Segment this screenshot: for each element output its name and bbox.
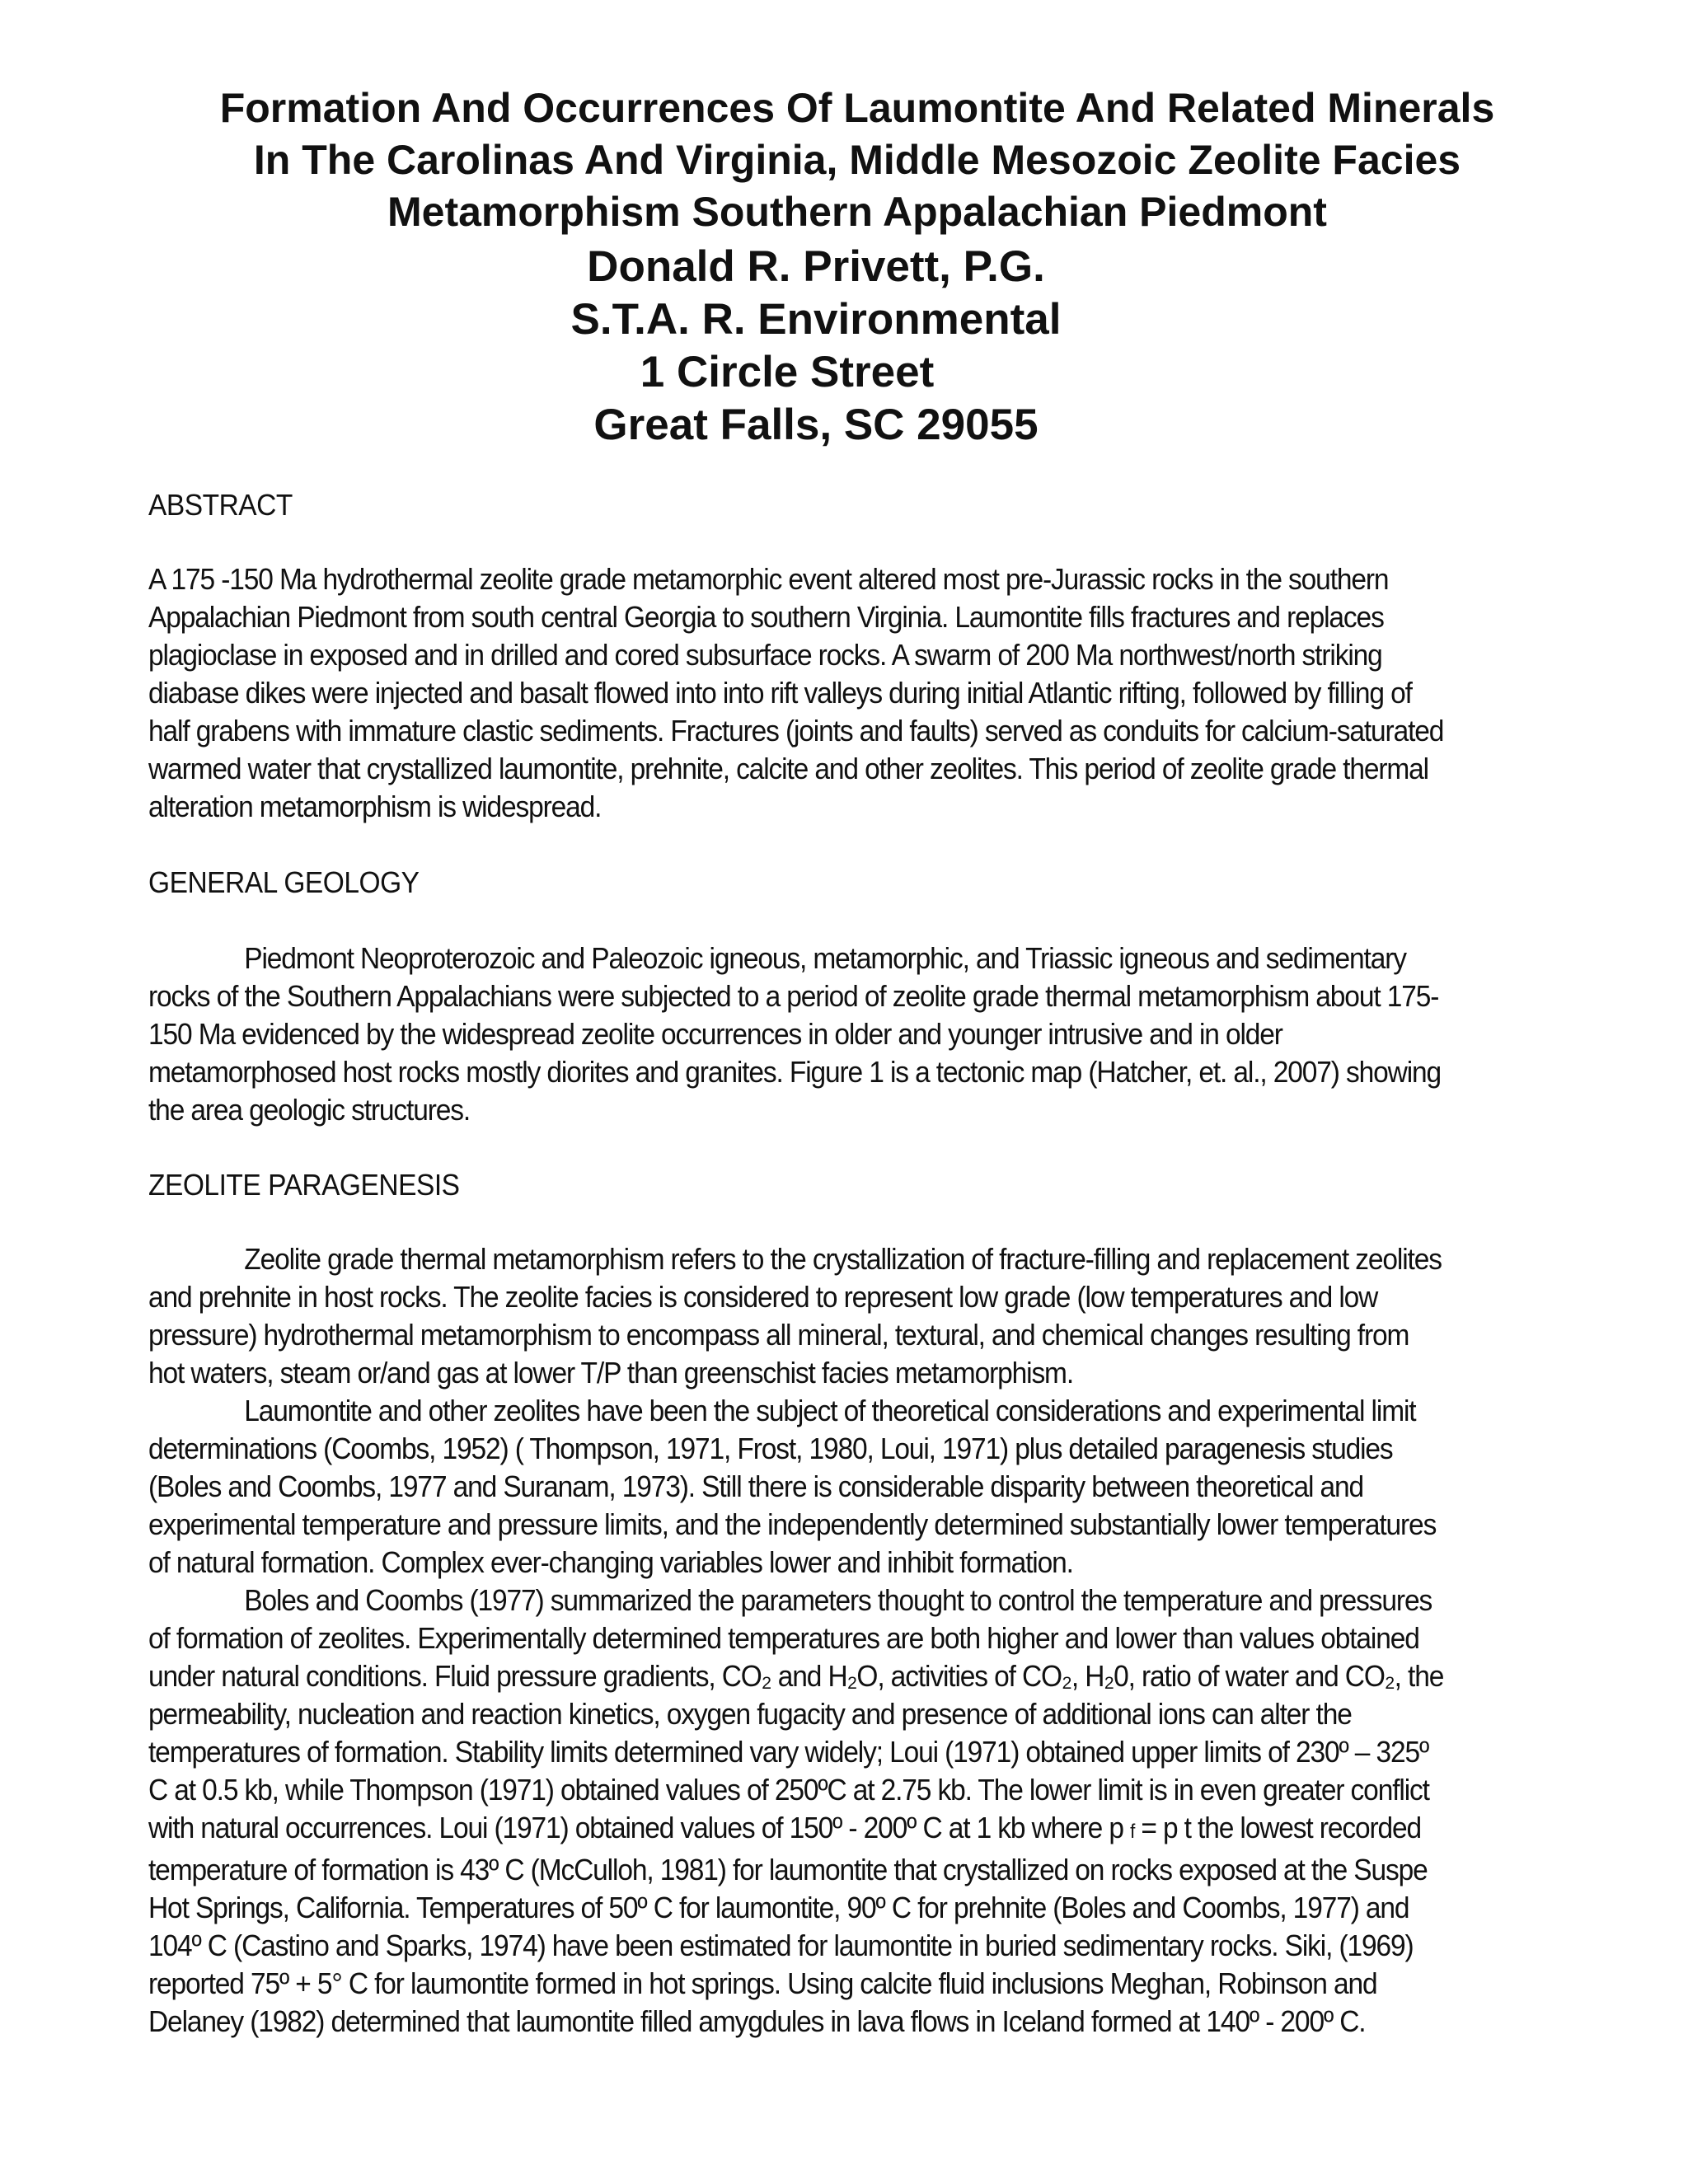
abstract-heading: ABSTRACT <box>148 488 293 522</box>
general-geology-heading: GENERAL GEOLOGY <box>148 865 420 899</box>
author-name: Donald R. Privett, P.G. <box>587 242 1045 291</box>
paragenesis-paragraph-3 <box>148 1582 1447 2041</box>
paragenesis-paragraph-3-part-b: = p t the lowest recorded temperature of formation is 43º C (McCulloh, 1981) for laumontite that crystallized on rocks exposed at the Suspe Hot Springs, California. Temperatures of 50º C for laumontite, 90º C for prehnite (Boles and Coombs, 1977) and 104º C (Castino and Sparks, 1974) have been estimated for laumontite in buried sedimentary rocks. Siki, (1969) reported 75º + 5° C for laumontite formed in hot springs. Using calcite fluid inclusions Meghan, Robinson and Delaney (1982) determined that laumontite filled amygdules in lava flows in Iceland formed at 140º - 200º C. <box>148 1811 1428 2038</box>
paragenesis-paragraph-1: Zeolite grade thermal metamorphism refers to the crystallization of fracture-filling and replacement zeolites and prehnite in host rocks. The zeolite facies is considered to represent low grade (low temperatures and low pressure) hydrothermal metamorphism to encompass all mineral, textural, and chemical changes resulting from hot waters, steam or/and gas at lower T/P than greenschist facies metamorphism. <box>148 1242 1442 1390</box>
zeolite-paragenesis-body <box>148 1240 1447 2041</box>
title-line: In The Carolinas And Virginia, Middle Mesozoic Zeolite Facies <box>253 137 1461 183</box>
paper-title <box>124 82 1591 238</box>
title-line: Formation And Occurrences Of Laumontite And Related Minerals <box>219 85 1495 131</box>
title-line: Metamorphism Southern Appalachian Piedmont <box>387 189 1327 235</box>
pressure-subscript: f <box>1130 1821 1135 1843</box>
general-geology-body <box>148 940 1447 1129</box>
author-block <box>445 241 1187 452</box>
general-geology-paragraph: Piedmont Neoproterozoic and Paleozoic igneous, metamorphic, and Triassic igneous and sedimentary rocks of the Southern Appalachians were subjected to a period of zeolite grade thermal metamorphism about 175-150 Ma evidenced by the widespread zeolite occurrences in older and younger intrusive and in older metamorphosed host rocks mostly diorites and granites. Figure 1 is a tectonic map (Hatcher, et. al., 2007) showing the area geologic structures. <box>148 941 1442 1127</box>
author-organization: S.T.A. R. Environmental <box>570 295 1062 344</box>
author-street: 1 Circle Street <box>640 348 935 396</box>
paragenesis-paragraph-3-part-a: Boles and Coombs (1977) summarized the parameters thought to control the temperature and pressures of formation of zeolites. Experimentally determined temperatures are both higher and lower than values obtained under natural conditions. Fluid pressure gradients, CO₂ and H₂O, activities of CO₂, H₂0, ratio of water and CO₂, the permeability, nucleation and reaction kinetics, oxygen fugacity and presence of additional ions can alter the temperatures of formation. Stability limits determined vary widely; Loui (1971) obtained upper limits of 230º – 325º C at 0.5 kb, while Thompson (1971) obtained values of 250ºC at 2.75 kb. The lower limit is in even greater conflict with natural occurrences. Loui (1971) obtained values of 150º - 200º C at 1 kb where p <box>148 1583 1444 1844</box>
abstract-paragraph: A 175 -150 Ma hydrothermal zeolite grade metamorphic event altered most pre-Jurassic rocks in the southern Appalachian Piedmont from south central Georgia to southern Virginia. Laumontite fills fractures and replaces plagioclase in exposed and in drilled and cored subsurface rocks. A swarm of 200 Ma northwest/north striking diabase dikes were injected and basalt flowed into into rift valleys during initial Atlantic rifting, followed by filling of half grabens with immature clastic sediments. Fractures (joints and faults) served as conduits for calcium-saturated warmed water that crystallized laumontite, prehnite, calcite and other zeolites. This period of zeolite grade thermal alteration metamorphism is widespread. <box>148 562 1444 823</box>
paragenesis-paragraph-2: Laumontite and other zeolites have been the subject of theoretical considerations and experimental limit determinations (Coombs, 1952) ( Thompson, 1971, Frost, 1980, Loui, 1971) plus detailed paragenesis studies (Boles and Coombs, 1977 and Suranam, 1973). Still there is considerable disparity between theoretical and experimental temperature and pressure limits, and the independently determined substantially lower temperatures of natural formation. Complex ever-changing variables lower and inhibit formation. <box>148 1394 1437 1579</box>
abstract-body <box>148 560 1447 826</box>
zeolite-paragenesis-heading: ZEOLITE PARAGENESIS <box>148 1168 460 1202</box>
author-city: Great Falls, SC 29055 <box>593 401 1039 449</box>
